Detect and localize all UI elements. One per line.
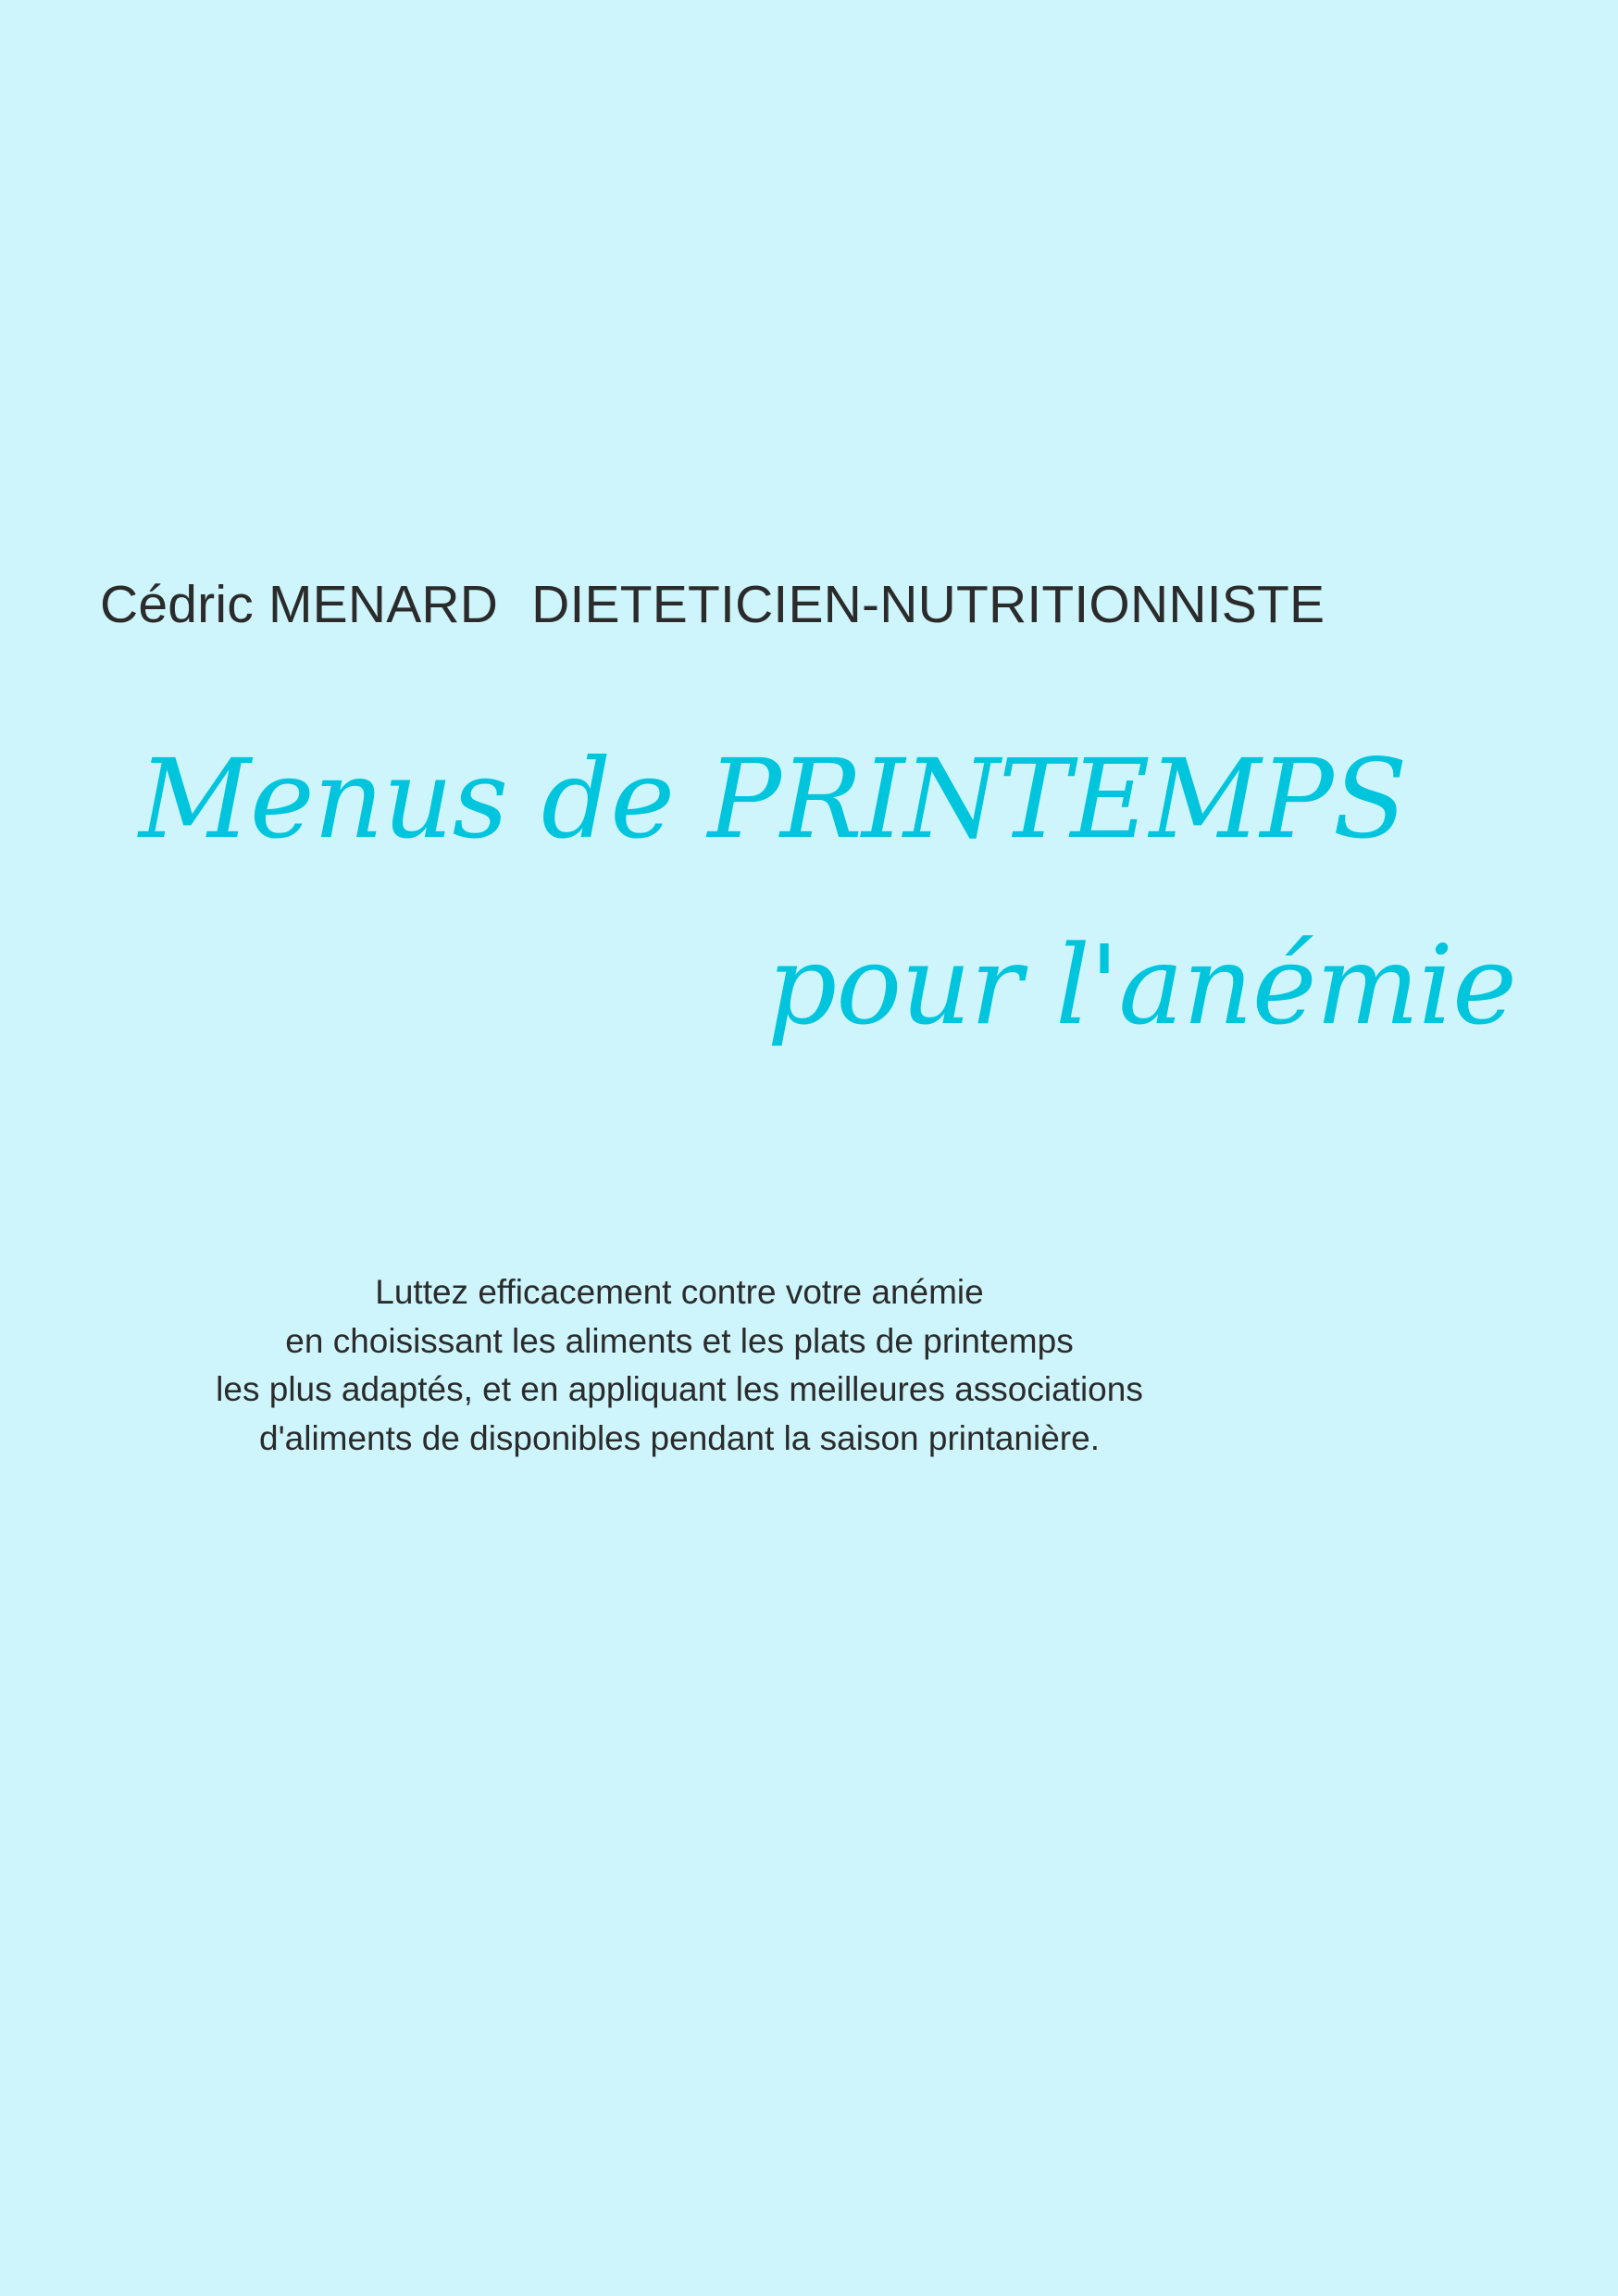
cover-title-line-2: pour l'anémie xyxy=(766,921,1516,1050)
cover-title xyxy=(0,735,1618,1050)
cover-subtitle-line-2: en choisissant les aliments et les plats de printemps xyxy=(285,1321,1074,1360)
author-role: DIETETICIEN-NUTRITIONNISTE xyxy=(531,575,1326,634)
cover-subtitle-line-1: Luttez efficacement contre votre anémie xyxy=(375,1273,984,1311)
cover-title-line-1: Menus de PRINTEMPS xyxy=(139,735,1407,863)
cover-subtitle-line-3: les plus adaptés, et en appliquant les meilleures associations xyxy=(216,1370,1143,1409)
author-name: Cédric MENARD xyxy=(100,575,499,634)
cover-subtitle xyxy=(0,1268,1618,1463)
cover-subtitle-line-4: d'aliments de disponibles pendant la saison printanière. xyxy=(259,1418,1100,1457)
author-byline xyxy=(100,574,1325,635)
